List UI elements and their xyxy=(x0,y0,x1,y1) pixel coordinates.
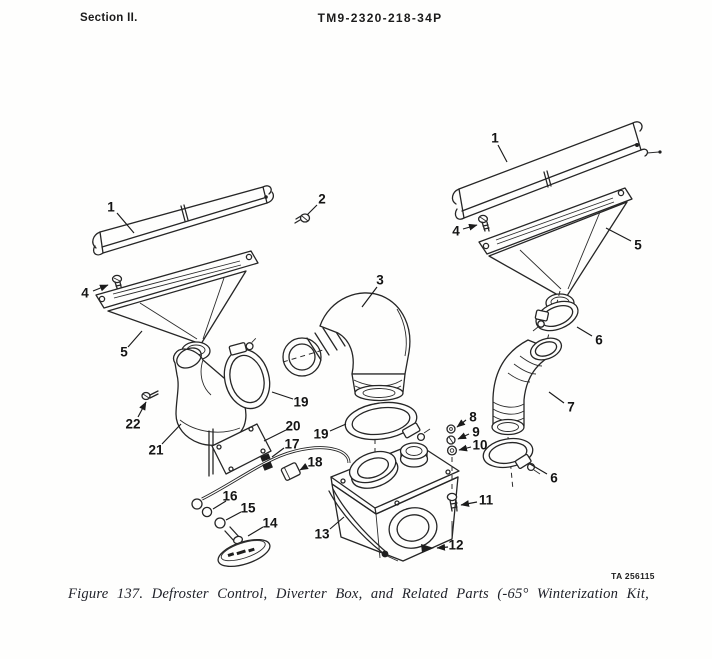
callout-6: 6 xyxy=(550,470,558,486)
hose-clamp-6-upper xyxy=(532,296,583,337)
defroster-knob-14 xyxy=(215,527,273,572)
callout-19: 19 xyxy=(293,394,309,410)
nut-10 xyxy=(448,446,457,455)
callout-22: 22 xyxy=(125,416,141,432)
nut-16 xyxy=(202,507,211,516)
callout-10: 10 xyxy=(472,437,488,453)
callout-5: 5 xyxy=(120,344,128,360)
callout-6: 6 xyxy=(595,332,603,348)
callout-12: 12 xyxy=(448,537,464,553)
hose-clamp-19-bottom xyxy=(343,398,430,444)
callout-20: 20 xyxy=(285,418,301,434)
s-duct-7 xyxy=(492,334,564,434)
control-cable xyxy=(192,448,349,509)
callout-11: 11 xyxy=(478,492,494,508)
lock-washer-9 xyxy=(447,436,455,444)
screw-2 xyxy=(295,214,310,223)
callout-1: 1 xyxy=(107,199,115,215)
callout-16: 16 xyxy=(222,488,238,504)
callout-4: 4 xyxy=(452,223,460,239)
callout-18: 18 xyxy=(307,454,323,470)
callout-15: 15 xyxy=(240,500,256,516)
figure-caption: Figure 137. Defroster Control, Diverter Box, and Related Parts (-65° Winterization Kit, xyxy=(68,586,649,602)
screw-22 xyxy=(142,391,158,400)
mounting-strip-left xyxy=(93,186,274,255)
callout-17: 17 xyxy=(284,436,300,452)
callout-19: 19 xyxy=(313,426,329,442)
screw-4-right xyxy=(479,215,489,231)
callout-4: 4 xyxy=(81,285,89,301)
callout-1: 1 xyxy=(491,130,499,146)
callout-21: 21 xyxy=(148,442,164,458)
section-label: Section II. xyxy=(80,12,138,24)
washer-8 xyxy=(447,425,455,433)
elbow-duct-3 xyxy=(283,293,410,401)
washer-15 xyxy=(215,518,225,528)
defroster-nozzle-right xyxy=(479,188,632,312)
bushing-18 xyxy=(281,462,301,481)
callout-3: 3 xyxy=(376,272,384,288)
manual-number: TM9-2320-218-34P xyxy=(317,11,443,25)
callout-5: 5 xyxy=(634,237,642,253)
callout-2: 2 xyxy=(318,191,326,207)
callout-14: 14 xyxy=(262,515,278,531)
callout-9: 9 xyxy=(472,424,480,440)
callout-8: 8 xyxy=(469,409,477,425)
callout-7: 7 xyxy=(567,399,575,415)
ta-number: TA 256115 xyxy=(611,571,655,581)
callout-13: 13 xyxy=(314,526,330,542)
mounting-strip-right xyxy=(452,122,661,219)
